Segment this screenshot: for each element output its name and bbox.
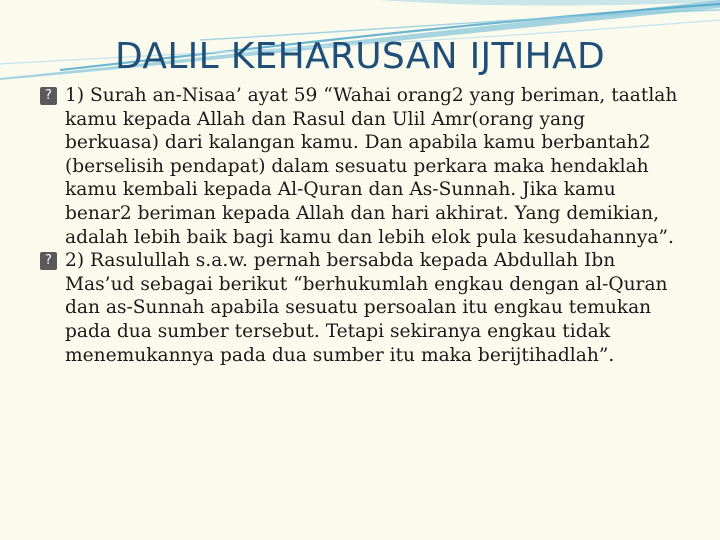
bullet-icon: ? <box>40 252 57 270</box>
slide-title: DALIL KEHARUSAN IJTIHAD <box>115 36 605 77</box>
slide-body <box>40 84 680 367</box>
list-item-text: 1) Surah an-Nisaa’ ayat 59 “Wahai orang2 yang beriman, taatlah kamu kepada Allah dan Rasul dan Ulil Amr(orang yang berkuasa) dari kalangan kamu. Dan apabila kamu berbantah2 (berselisih pendapat) dalam sesuatu perkara maka hendaklah kamu kembali kepada Al-Quran dan As-Sunnah. Jika kamu benar2 beriman kepada Allah dan hari akhirat. Yang demikian, adalah lebih baik bagi kamu dan lebih elok pula kesudahannya”. <box>65 85 678 248</box>
list-item-text: 2) Rasulullah s.a.w. pernah bersabda kepada Abdullah Ibn Mas’ud sebagai berikut “berhukumlah engkau dengan al-Quran dan as-Sunnah apabila sesuatu persoalan itu engkau temukan pada dua sumber tersebut. Tetapi sekiranya engkau tidak menemukannya pada dua sumber itu maka berijtihadlah”. <box>65 250 668 366</box>
list-item <box>40 249 680 367</box>
list-item <box>40 84 680 249</box>
bullet-icon: ? <box>40 87 57 105</box>
